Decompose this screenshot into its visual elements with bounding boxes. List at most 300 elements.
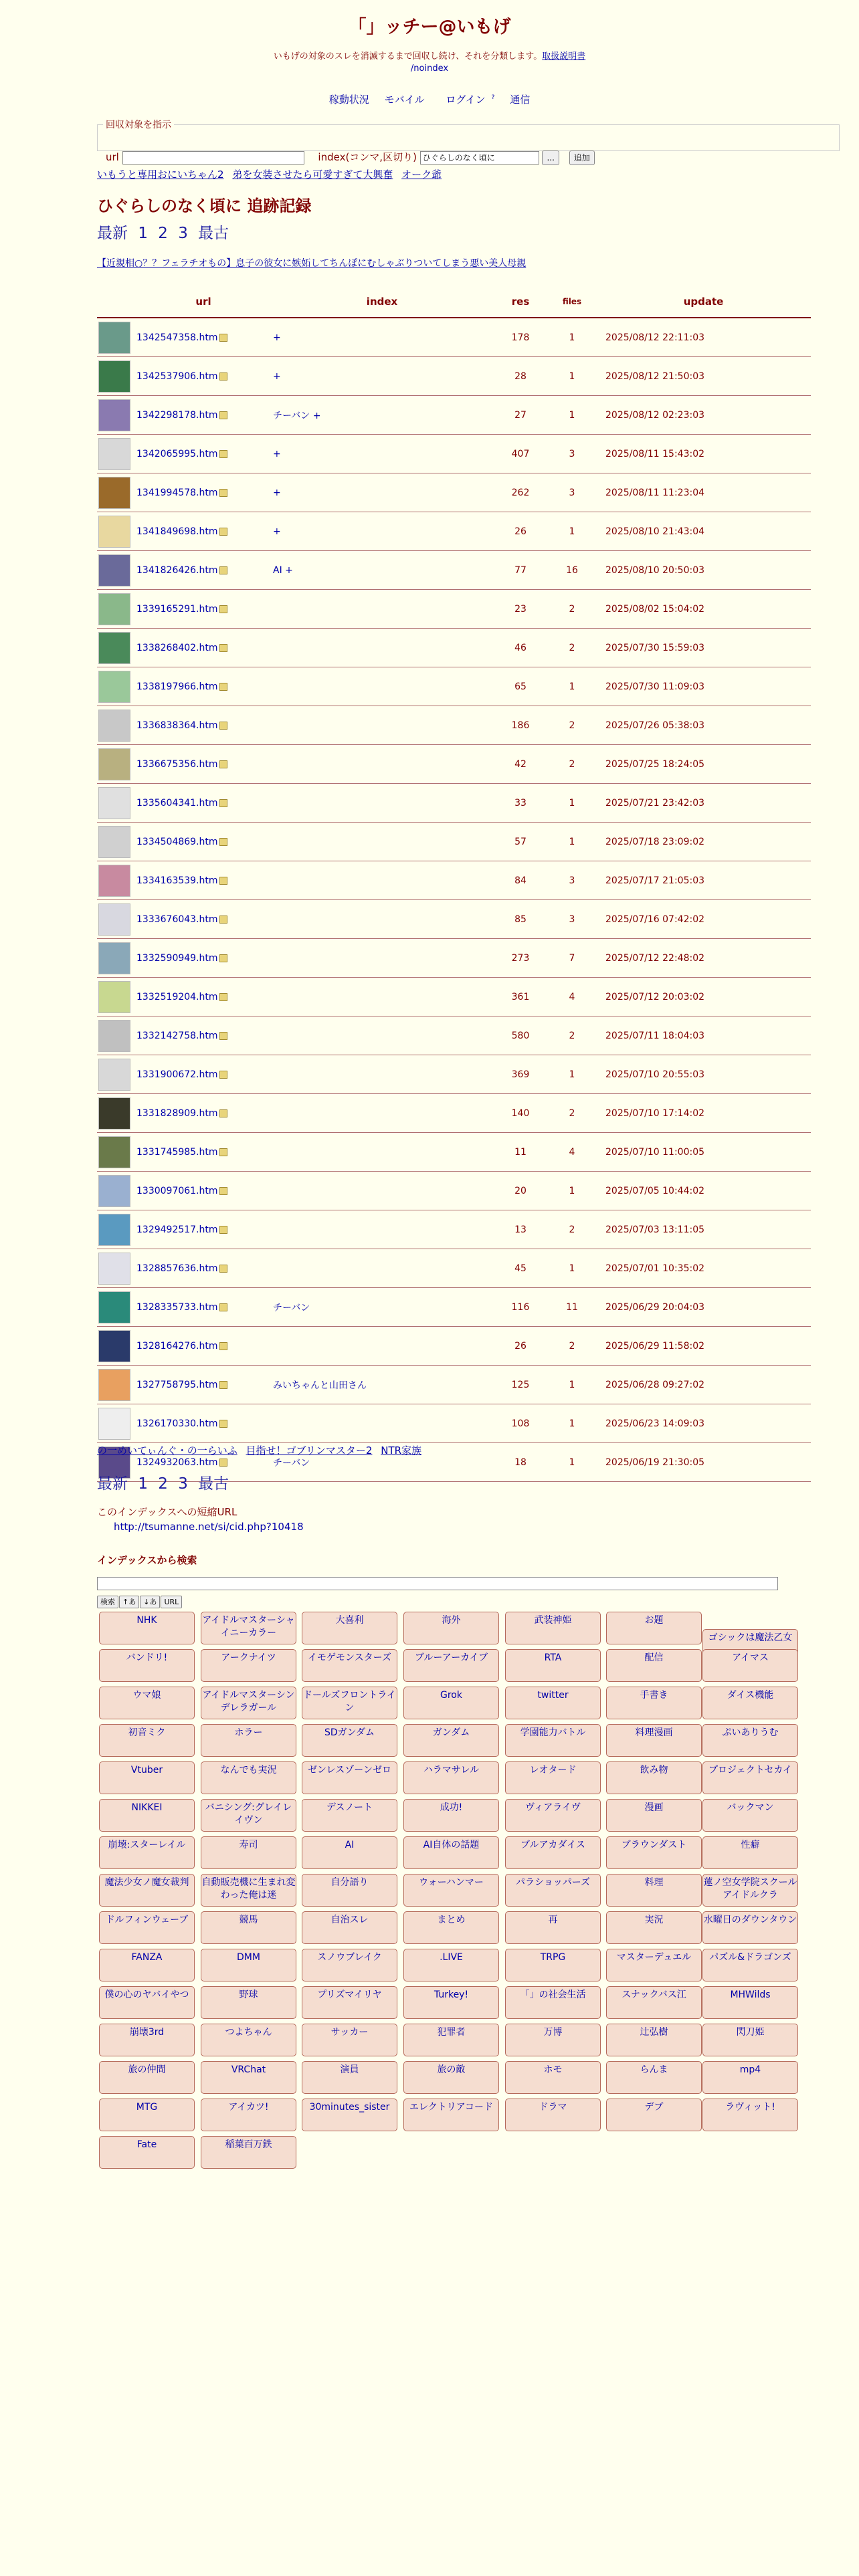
index-cell[interactable] [271, 1249, 493, 1288]
related-link[interactable]: オーク爺 [401, 169, 442, 181]
pager-latest[interactable]: 最新 [97, 1475, 128, 1493]
index-cell[interactable] [271, 706, 493, 745]
pager-1[interactable]: 1 [138, 225, 148, 242]
thread-link[interactable]: 1333676043.htm [136, 914, 218, 925]
tag-button[interactable]: アイドルマスターシンデレラガール [201, 1687, 296, 1719]
update-cell: 2025/07/18 23:09:02 [596, 823, 811, 861]
bookmark-icon[interactable] [219, 644, 227, 652]
tag-button[interactable]: デブ [606, 2099, 702, 2131]
manual-link[interactable]: 取扱説明書 [542, 51, 586, 62]
thumbnail-cell [97, 823, 136, 861]
res-cell: 116 [493, 1288, 548, 1327]
tail-link[interactable]: の一めいてぃんぐ・の一らいふ [97, 1444, 237, 1457]
tag-button[interactable]: 旅の敵 [403, 2061, 499, 2094]
th-res: res [493, 286, 548, 318]
bookmark-icon[interactable] [219, 1420, 227, 1428]
res-cell: 26 [493, 512, 548, 551]
thumbnail[interactable] [98, 748, 130, 780]
update-cell: 2025/06/19 21:30:05 [596, 1443, 811, 1482]
tag-button[interactable]: 崩壊:スターレイル [99, 1836, 195, 1869]
tag-button[interactable]: ラヴィット! [702, 2099, 798, 2131]
bookmark-icon[interactable] [219, 799, 227, 807]
thread-link[interactable]: 1327758795.htm [136, 1379, 218, 1390]
index-cell[interactable] [271, 939, 493, 978]
index-cell[interactable] [271, 823, 493, 861]
tag-button[interactable]: サッカー [302, 2024, 397, 2056]
bookmark-icon[interactable] [219, 993, 227, 1001]
tag-button[interactable]: バックマン [702, 1799, 798, 1832]
tag-button[interactable]: プリズマイリヤ [302, 1986, 397, 2019]
table-row [97, 629, 811, 667]
thumbnail[interactable] [98, 1408, 130, 1440]
url-cell [136, 939, 271, 978]
thread-link[interactable]: 1334163539.htm [136, 875, 218, 886]
thread-link[interactable]: 1341849698.htm [136, 526, 218, 537]
index-picker-button[interactable]: ... [542, 150, 559, 165]
thumbnail[interactable] [98, 1059, 130, 1091]
update-cell: 2025/06/23 14:09:03 [596, 1404, 811, 1443]
thumbnail[interactable] [98, 1330, 130, 1362]
thread-link[interactable]: 1332519204.htm [136, 991, 218, 1002]
site-title[interactable]: 「」ッチー@いもげ [348, 17, 511, 37]
index-cell[interactable] [271, 590, 493, 629]
thread-link[interactable]: 1342065995.htm [136, 448, 218, 459]
bookmark-icon[interactable] [219, 760, 227, 768]
thumbnail-cell [97, 1055, 136, 1094]
thread-link[interactable]: 1342547358.htm [136, 332, 218, 343]
index-cell[interactable] [271, 667, 493, 706]
bookmark-icon[interactable] [219, 372, 227, 381]
tag-button[interactable]: 自分語り [302, 1874, 397, 1907]
tag-button[interactable]: 崩壊3rd [99, 2024, 195, 2056]
bookmark-icon[interactable] [219, 1265, 227, 1273]
tag-button[interactable]: ホモ [505, 2061, 601, 2094]
thread-link[interactable]: 1342298178.htm [136, 409, 218, 421]
index-cell[interactable]: + [271, 512, 493, 551]
tag-button[interactable]: スナックバス江 [606, 1986, 702, 2019]
index-cell[interactable]: + [271, 357, 493, 396]
tag-button[interactable]: RTA [505, 1649, 601, 1682]
tag-button[interactable]: マスターデュエル [606, 1949, 702, 1981]
thread-link[interactable]: 1326170330.htm [136, 1418, 218, 1429]
index-cell[interactable]: + [271, 435, 493, 473]
files-cell: 1 [548, 396, 596, 435]
bookmark-icon[interactable] [219, 916, 227, 924]
bookmark-icon[interactable] [219, 1071, 227, 1079]
table-row [97, 784, 811, 823]
index-cell[interactable] [271, 1133, 493, 1172]
index-cell[interactable] [271, 745, 493, 784]
tag-button[interactable]: .LIVE [403, 1949, 499, 1981]
thumbnail[interactable] [98, 942, 130, 974]
pager-3[interactable]: 3 [178, 225, 188, 242]
bookmark-icon[interactable] [219, 1381, 227, 1389]
tag-button[interactable]: 手書き [606, 1687, 702, 1719]
thread-link[interactable]: 1342537906.htm [136, 370, 218, 382]
tag-button[interactable]: バンドリ! [99, 1649, 195, 1682]
thumbnail[interactable] [98, 632, 130, 664]
thumbnail-cell [97, 357, 136, 396]
tag-button[interactable]: 魔法少女ノ魔女裁判 [99, 1874, 195, 1907]
tag-button[interactable]: つよちゃん [201, 2024, 296, 2056]
thumbnail[interactable] [98, 360, 130, 393]
index-input[interactable] [420, 151, 539, 165]
thumbnail[interactable] [98, 787, 130, 819]
tag-button[interactable]: MHWilds [702, 1986, 798, 2019]
thumbnail[interactable] [98, 1291, 130, 1323]
thumbnail[interactable] [98, 1175, 130, 1207]
update-cell: 2025/07/12 20:03:02 [596, 978, 811, 1016]
tag-button[interactable]: 再 [505, 1911, 601, 1944]
tag-button[interactable]: ドールズフロントライン [302, 1687, 397, 1719]
update-cell: 2025/07/10 17:14:02 [596, 1094, 811, 1133]
index-cell[interactable] [271, 1055, 493, 1094]
tag-button[interactable]: アークナイツ [201, 1649, 296, 1682]
update-cell: 2025/07/10 20:55:03 [596, 1055, 811, 1094]
index-cell[interactable]: チーバン + [271, 396, 493, 435]
tag-button[interactable]: 自動販売機に生まれ変わった俺は迷 [201, 1874, 296, 1907]
tag-button[interactable]: パラショッパーズ [505, 1874, 601, 1907]
thumbnail[interactable] [98, 826, 130, 858]
thread-link[interactable]: 1330097061.htm [136, 1185, 218, 1196]
bookmark-icon[interactable] [219, 1342, 227, 1350]
thumbnail[interactable] [98, 593, 130, 625]
tag-button[interactable]: ぷいありうむ [702, 1724, 798, 1757]
tag-button[interactable]: NIKKEI [99, 1799, 195, 1832]
url-cell [136, 1366, 271, 1404]
thumbnail[interactable] [98, 554, 130, 586]
res-cell: 125 [493, 1366, 548, 1404]
nav-status[interactable]: 稼動状況 [328, 94, 369, 106]
index-cell[interactable] [271, 1016, 493, 1055]
tag-button[interactable]: 学園能力バトル [505, 1724, 601, 1757]
tag-button[interactable]: 野球 [201, 1986, 296, 2019]
nav-comm[interactable]: 通信 [510, 94, 531, 106]
tag-button[interactable]: エレクトリアコード [403, 2099, 499, 2131]
thread-link[interactable]: 1328164276.htm [136, 1340, 218, 1352]
tag-button[interactable]: アイカツ! [201, 2099, 296, 2131]
thumbnail-cell [97, 1210, 136, 1249]
bookmark-icon[interactable] [219, 334, 227, 342]
index-cell[interactable] [271, 1094, 493, 1133]
sort-asc-button[interactable]: ↑あ [119, 1596, 139, 1608]
url-button[interactable]: URL [161, 1596, 182, 1608]
files-cell: 4 [548, 978, 596, 1016]
shorturl-link[interactable]: http://tsumanne.net/si/cid.php?10418 [114, 1521, 304, 1533]
tag-button[interactable]: ゴシックは魔法乙女 [702, 1629, 798, 1662]
thumbnail[interactable] [98, 710, 130, 742]
index-cell[interactable]: + [271, 473, 493, 512]
thumbnail-cell [97, 435, 136, 473]
thumbnail[interactable] [98, 399, 130, 431]
thread-link[interactable]: 1331828909.htm [136, 1107, 218, 1119]
tag-button[interactable]: Vtuber [99, 1761, 195, 1794]
pager-2[interactable]: 2 [158, 225, 168, 242]
tag-button[interactable]: 旅の仲間 [99, 2061, 195, 2094]
bookmark-icon[interactable] [219, 1148, 227, 1156]
bookmark-icon[interactable] [219, 1226, 227, 1234]
thread-link[interactable]: 1341994578.htm [136, 487, 218, 498]
noindex-link[interactable]: /noindex [410, 64, 449, 74]
tag-button[interactable]: FANZA [99, 1949, 195, 1981]
featured-thread-link[interactable]: 【近親相○？？フェラチオもの】息子の彼女に嫉妬してちんぽにむしゃぶりついてしまう悪い美人母親 [97, 258, 527, 269]
thread-link[interactable]: 1334504869.htm [136, 836, 218, 847]
tag-button[interactable]: twitter [505, 1687, 601, 1719]
bookmark-icon[interactable] [219, 683, 227, 691]
pager-3[interactable]: 3 [178, 1475, 188, 1493]
tag-button[interactable]: 大喜利 [302, 1612, 397, 1644]
tag-button[interactable]: 閃刀姫 [702, 2024, 798, 2056]
thumbnail[interactable] [98, 865, 130, 897]
update-cell: 2025/07/12 22:48:02 [596, 939, 811, 978]
pager-latest[interactable]: 最新 [97, 225, 128, 242]
tag-button[interactable]: 万博 [505, 2024, 601, 2056]
tag-button[interactable]: バニシング:グレイレイヴン [201, 1799, 296, 1832]
thread-link[interactable]: 1332590949.htm [136, 952, 218, 964]
res-cell: 178 [493, 318, 548, 357]
tag-button[interactable]: 海外 [403, 1612, 499, 1644]
add-button[interactable]: 追加 [569, 150, 595, 165]
bookmark-icon[interactable] [219, 450, 227, 458]
tag-button[interactable]: ゼンレスゾーンゼロ [302, 1761, 397, 1794]
tag-button[interactable]: スノウブレイク [302, 1949, 397, 1981]
thumbnail-cell [97, 1094, 136, 1133]
thread-link[interactable]: 1331745985.htm [136, 1146, 218, 1158]
tag-button[interactable]: 成功! [403, 1799, 499, 1832]
tag-button[interactable]: DMM [201, 1949, 296, 1981]
thumbnail[interactable] [98, 1136, 130, 1168]
tag-button[interactable]: ブラウンダスト [606, 1836, 702, 1869]
tag-button[interactable]: パズル&ドラゴンズ [702, 1949, 798, 1981]
tag-button[interactable]: イモゲモンスターズ [302, 1649, 397, 1682]
tag-button[interactable]: ウォーハンマー [403, 1874, 499, 1907]
bookmark-icon[interactable] [219, 566, 227, 574]
tag-button[interactable]: 配信 [606, 1649, 702, 1682]
tag-button[interactable]: Turkey! [403, 1986, 499, 2019]
tag-button[interactable]: アイドルマスターシャイニーカラー [201, 1612, 296, 1644]
thread-link[interactable]: 1336675356.htm [136, 758, 218, 770]
tag-button[interactable]: ホラー [201, 1724, 296, 1757]
index-cell[interactable] [271, 1404, 493, 1443]
index-cell[interactable] [271, 629, 493, 667]
tag-button[interactable]: TRPG [505, 1949, 601, 1981]
index-cell[interactable] [271, 978, 493, 1016]
table-row [97, 1327, 811, 1366]
url-input[interactable] [122, 151, 304, 165]
index-cell[interactable]: みいちゃんと山田さん [271, 1366, 493, 1404]
search-button[interactable]: 検索 [97, 1596, 118, 1608]
update-cell: 2025/07/30 11:09:03 [596, 667, 811, 706]
index-cell[interactable] [271, 784, 493, 823]
thread-link[interactable]: 1329492517.htm [136, 1224, 218, 1235]
tag-button[interactable]: ガンダム [403, 1724, 499, 1757]
thumbnail-cell [97, 318, 136, 357]
thread-link[interactable]: 1328335733.htm [136, 1301, 218, 1313]
tag-button[interactable]: AI [302, 1836, 397, 1869]
index-cell[interactable]: AI + [271, 551, 493, 590]
pager-2[interactable]: 2 [158, 1475, 168, 1493]
files-cell: 2 [548, 1210, 596, 1249]
files-cell: 11 [548, 1288, 596, 1327]
tag-button[interactable]: 30minutes_sister [302, 2099, 397, 2131]
bookmark-icon[interactable] [219, 411, 227, 419]
thread-link[interactable]: 1324932063.htm [136, 1457, 218, 1468]
tag-button[interactable]: 武装神姫 [505, 1612, 601, 1644]
thumbnail[interactable] [98, 1097, 130, 1130]
pager-oldest[interactable]: 最古 [198, 1475, 229, 1493]
tag-button[interactable]: ブルーアーカイブ [403, 1649, 499, 1682]
bookmark-icon[interactable] [219, 528, 227, 536]
tag-button[interactable]: ブルアカダイス [505, 1836, 601, 1869]
thread-link[interactable]: 1336838364.htm [136, 720, 218, 731]
bookmark-icon[interactable] [219, 1032, 227, 1040]
tag-button[interactable]: 辻弘樹 [606, 2024, 702, 2056]
res-cell: 369 [493, 1055, 548, 1094]
collect-form [97, 118, 840, 163]
index-cell[interactable]: チーバン [271, 1443, 493, 1482]
tag-button[interactable]: 稲葉百万鉄 [201, 2136, 296, 2169]
thread-link[interactable]: 1331900672.htm [136, 1069, 218, 1080]
tag-button[interactable]: ハラマサレル [403, 1761, 499, 1794]
related-link[interactable]: 弟を女装させたら可愛すぎて大興奮 [232, 169, 393, 181]
tag-button[interactable]: ウマ娘 [99, 1687, 195, 1719]
tag-button[interactable]: 実況 [606, 1911, 702, 1944]
tag-button[interactable]: 寿司 [201, 1836, 296, 1869]
tag-button[interactable]: Grok [403, 1687, 499, 1719]
files-cell: 1 [548, 667, 596, 706]
tag-button[interactable]: ヴィアライヴ [505, 1799, 601, 1832]
tag-button[interactable]: 飲み物 [606, 1761, 702, 1794]
collect-row [106, 150, 595, 165]
related-link[interactable]: いもうと専用おにいちゃん2 [97, 169, 224, 181]
index-cell[interactable] [271, 900, 493, 939]
bookmark-icon[interactable] [219, 1303, 227, 1311]
tag-button[interactable]: なんでも実況 [201, 1761, 296, 1794]
thread-link[interactable]: 1338268402.htm [136, 642, 218, 653]
tag-button[interactable]: 演員 [302, 2061, 397, 2094]
tag-button[interactable]: お題 [606, 1612, 702, 1644]
bookmark-icon[interactable] [219, 1459, 227, 1467]
tag-button[interactable]: レオタード [505, 1761, 601, 1794]
thumbnail[interactable] [98, 1214, 130, 1246]
search-title: インデックスから検索 [97, 1554, 197, 1566]
bookmark-icon[interactable] [219, 1187, 227, 1195]
tag-button[interactable]: 自治スレ [302, 1911, 397, 1944]
tag-button[interactable]: 漫画 [606, 1799, 702, 1832]
table-row [97, 318, 811, 357]
tag-button[interactable]: Fate [99, 2136, 195, 2169]
th-url: url [136, 286, 271, 318]
pager-1[interactable]: 1 [138, 1475, 148, 1493]
bookmark-icon[interactable] [219, 605, 227, 613]
thumbnail[interactable] [98, 1020, 130, 1052]
nav-login[interactable]: ログイン ? [446, 94, 495, 106]
thread-link[interactable]: 1339165291.htm [136, 603, 218, 615]
help-sup: ? [491, 94, 495, 101]
thumbnail[interactable] [98, 1253, 130, 1285]
url-cell [136, 823, 271, 861]
tag-button[interactable]: 性癖 [702, 1836, 798, 1869]
thread-link[interactable]: 1332142758.htm [136, 1030, 218, 1041]
thread-link[interactable]: 1341826426.htm [136, 564, 218, 576]
tag-button[interactable]: らんま [606, 2061, 702, 2094]
index-cell[interactable]: + [271, 318, 493, 357]
tag-button[interactable]: プロジェクトセカイ [702, 1761, 798, 1794]
index-cell[interactable] [271, 1327, 493, 1366]
update-cell: 2025/07/17 21:05:03 [596, 861, 811, 900]
collect-legend: 回収対象を指示 [106, 120, 171, 130]
table-row [97, 1249, 811, 1288]
url-cell [136, 706, 271, 745]
bookmark-icon[interactable] [219, 1109, 227, 1117]
index-cell[interactable]: チーバン [271, 1288, 493, 1327]
index-cell[interactable] [271, 1210, 493, 1249]
update-cell: 2025/07/01 10:35:02 [596, 1249, 811, 1288]
thumbnail[interactable] [98, 903, 130, 936]
bookmark-icon[interactable] [219, 877, 227, 885]
tag-button[interactable]: ドラマ [505, 2099, 601, 2131]
tag-button[interactable]: 競馬 [201, 1911, 296, 1944]
tag-button[interactable]: 犯罪者 [403, 2024, 499, 2056]
thumbnail[interactable] [98, 516, 130, 548]
tag-button[interactable]: MTG [99, 2099, 195, 2131]
tag-button[interactable]: 水曜日のダウンタウン [702, 1911, 798, 1944]
tag-button[interactable]: VRChat [201, 2061, 296, 2094]
thread-link[interactable]: 1338197966.htm [136, 681, 218, 692]
thumbnail[interactable] [98, 322, 130, 354]
sort-desc-button[interactable]: ↓あ [140, 1596, 160, 1608]
thumbnail[interactable] [98, 438, 130, 470]
tag-button[interactable]: AI自体の話題 [403, 1836, 499, 1869]
thumbnail[interactable] [98, 671, 130, 703]
index-cell[interactable] [271, 1172, 493, 1210]
tag-button[interactable]: ダイス機能 [702, 1687, 798, 1719]
tag-button[interactable]: 料理漫画 [606, 1724, 702, 1757]
url-cell [136, 667, 271, 706]
tag-button[interactable]: 僕の心のヤバイやつ [99, 1986, 195, 2019]
nav-mobile[interactable]: モバイル [384, 94, 425, 106]
bookmark-icon[interactable] [219, 954, 227, 962]
thumbnail[interactable] [98, 1369, 130, 1401]
tag-button[interactable]: 「」の社会生活 [505, 1986, 601, 2019]
pager-oldest[interactable]: 最古 [198, 225, 229, 242]
thread-link[interactable]: 1328857636.htm [136, 1263, 218, 1274]
files-cell: 1 [548, 1249, 596, 1288]
tail-link[interactable]: 目指せ！ゴブリンマスター2 [246, 1444, 373, 1457]
thumbnail[interactable] [98, 981, 130, 1013]
tag-button[interactable]: mp4 [702, 2061, 798, 2094]
tag-button[interactable]: ドルフィンウェーブ [99, 1911, 195, 1944]
tag-button[interactable]: アイマス [702, 1649, 798, 1682]
tag-button[interactable]: 蓮ノ空女学院スクールアイドルクラ [702, 1874, 798, 1907]
update-cell: 2025/07/26 05:38:03 [596, 706, 811, 745]
bookmark-icon[interactable] [219, 838, 227, 846]
tag-button[interactable]: 初音ミク [99, 1724, 195, 1757]
tag-button[interactable]: デスノート [302, 1799, 397, 1832]
thumbnail[interactable] [98, 477, 130, 509]
index-search-input[interactable] [97, 1577, 778, 1590]
index-cell[interactable] [271, 861, 493, 900]
bookmark-icon[interactable] [219, 489, 227, 497]
tag-button[interactable]: NHK [99, 1612, 195, 1644]
tag-button[interactable]: SDガンダム [302, 1724, 397, 1757]
tag-button[interactable]: 料理 [606, 1874, 702, 1907]
thread-link[interactable]: 1335604341.htm [136, 797, 218, 809]
files-cell: 16 [548, 551, 596, 590]
tag-button[interactable]: まとめ [403, 1911, 499, 1944]
bookmark-icon[interactable] [219, 722, 227, 730]
tail-link[interactable]: NTR家族 [381, 1444, 422, 1457]
